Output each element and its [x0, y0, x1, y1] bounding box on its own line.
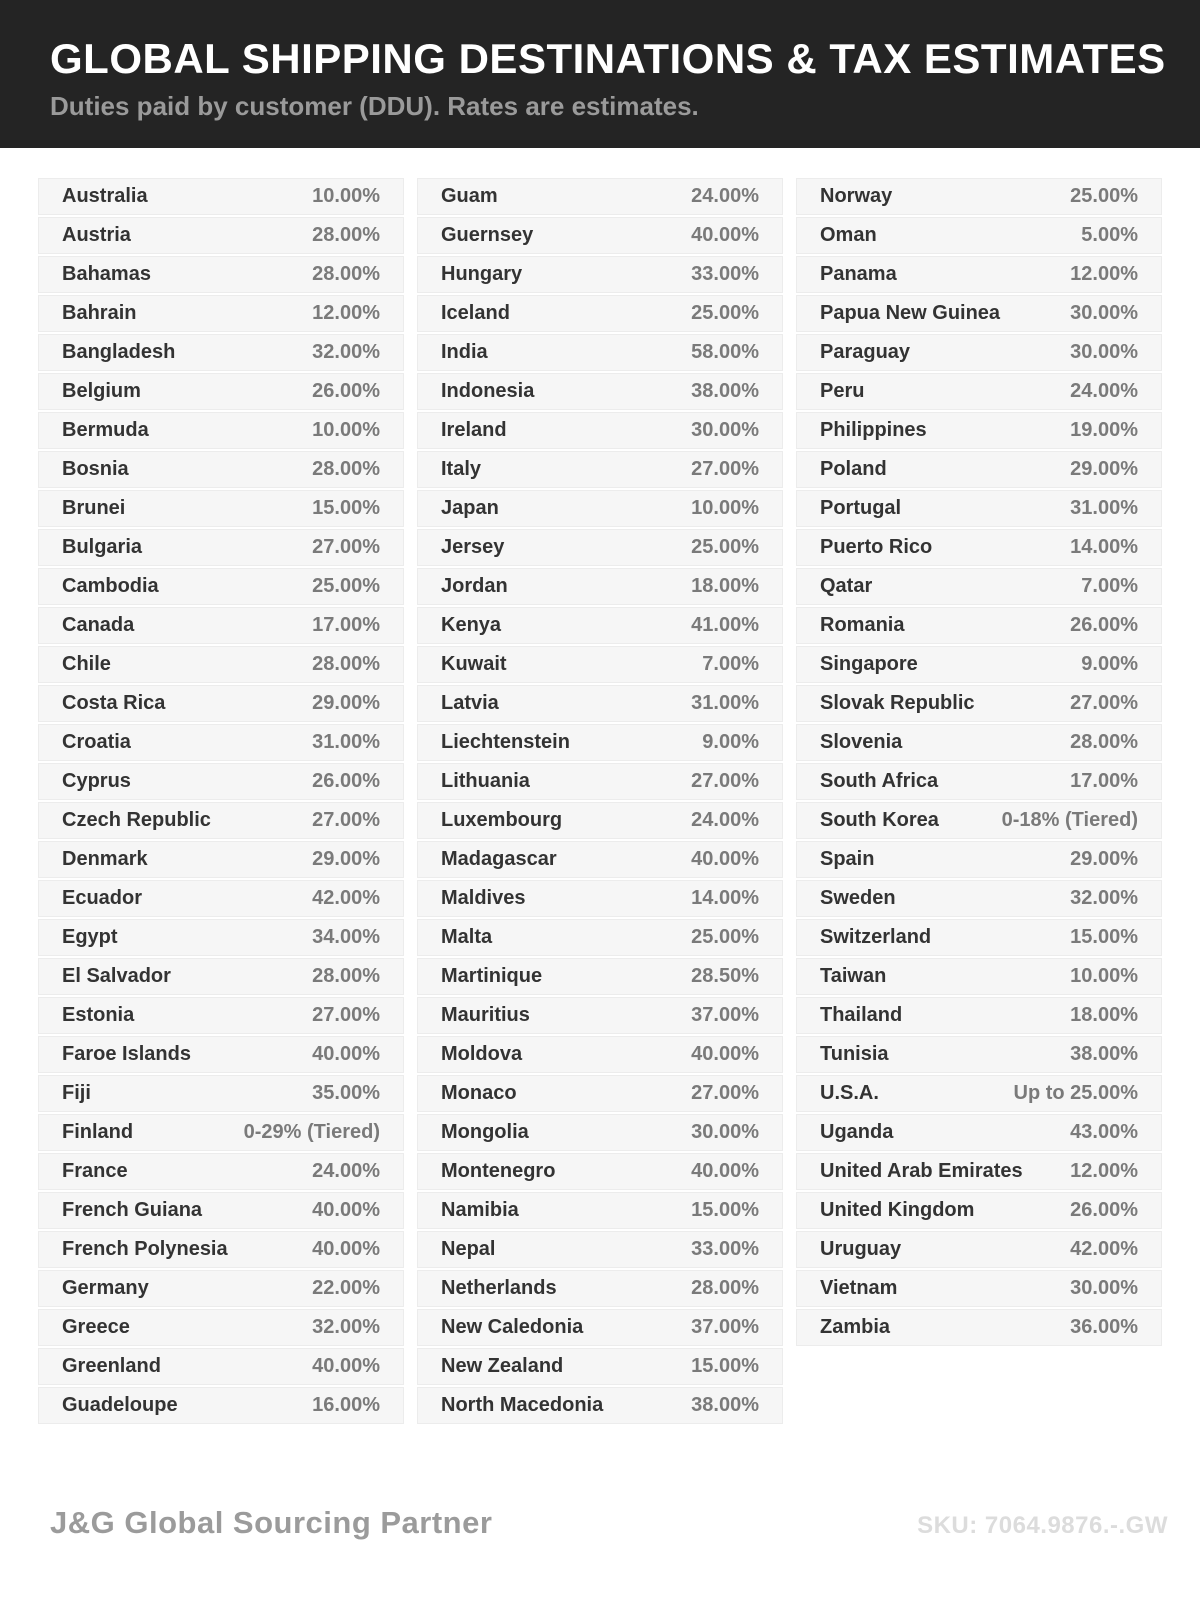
rate-value: 40.00% [691, 1160, 759, 1182]
country-label: Ireland [441, 419, 507, 441]
rate-value: 27.00% [691, 770, 759, 792]
country-label: Namibia [441, 1199, 519, 1221]
table-row [796, 685, 1162, 722]
country-label: Bulgaria [62, 536, 143, 558]
table-row [796, 1270, 1162, 1307]
table-row [417, 451, 783, 488]
table-row [796, 763, 1162, 800]
rate-value: 24.00% [691, 185, 759, 207]
table-row [38, 256, 404, 293]
rate-value: 26.00% [312, 770, 380, 792]
country-label: Malta [441, 926, 493, 948]
table-row [38, 646, 404, 683]
rate-value: Up to 25.00% [1013, 1082, 1138, 1104]
table-row [417, 295, 783, 332]
rate-value: 28.00% [312, 653, 380, 675]
rate-value: 27.00% [312, 536, 380, 558]
country-label: Costa Rica [62, 692, 166, 714]
country-label: Cyprus [62, 770, 131, 792]
table-row [417, 490, 783, 527]
country-label: Kuwait [441, 653, 507, 675]
table-row [38, 763, 404, 800]
country-label: Jordan [441, 575, 508, 597]
table-row [796, 724, 1162, 761]
rate-value: 30.00% [1070, 302, 1138, 324]
country-label: Philippines [820, 419, 927, 441]
rate-value: 29.00% [1070, 848, 1138, 870]
country-label: Moldova [441, 1043, 523, 1065]
table-row [38, 880, 404, 917]
rate-value: 27.00% [312, 809, 380, 831]
rate-column-3 [796, 178, 1162, 1348]
country-label: Guernsey [441, 224, 534, 246]
table-row [417, 919, 783, 956]
sku-label: SKU: 7064.9876.-.GW [917, 1512, 1168, 1539]
country-label: Paraguay [820, 341, 911, 363]
country-label: Jersey [441, 536, 505, 558]
country-label: Switzerland [820, 926, 932, 948]
rate-value: 12.00% [1070, 263, 1138, 285]
rate-value: 26.00% [1070, 1199, 1138, 1221]
footer [50, 1505, 1168, 1541]
rate-value: 29.00% [312, 848, 380, 870]
rate-value: 30.00% [1070, 1277, 1138, 1299]
country-label: Singapore [820, 653, 918, 675]
rate-value: 25.00% [691, 302, 759, 324]
country-label: Mauritius [441, 1004, 530, 1026]
rates-table [38, 178, 1162, 1426]
rate-value: 29.00% [312, 692, 380, 714]
rate-value: 24.00% [1070, 380, 1138, 402]
country-label: United Kingdom [820, 1199, 975, 1221]
rate-value: 25.00% [691, 536, 759, 558]
country-label: Indonesia [441, 380, 535, 402]
rate-value: 30.00% [691, 1121, 759, 1143]
country-label: Mongolia [441, 1121, 529, 1143]
rate-value: 28.00% [1070, 731, 1138, 753]
country-label: Croatia [62, 731, 131, 753]
country-label: United Arab Emirates [820, 1160, 1023, 1182]
country-label: Greece [62, 1316, 130, 1338]
table-row [38, 373, 404, 410]
country-label: Austria [62, 224, 131, 246]
table-row [417, 1036, 783, 1073]
table-row [417, 568, 783, 605]
table-row [796, 1075, 1162, 1112]
country-label: Taiwan [820, 965, 887, 987]
table-row [417, 724, 783, 761]
country-label: France [62, 1160, 128, 1182]
table-row [38, 1348, 404, 1385]
country-label: Kenya [441, 614, 502, 636]
rate-value: 10.00% [1070, 965, 1138, 987]
rate-value: 25.00% [691, 926, 759, 948]
rate-value: 12.00% [312, 302, 380, 324]
country-label: Bosnia [62, 458, 129, 480]
table-row [796, 1192, 1162, 1229]
country-label: Panama [820, 263, 897, 285]
table-row [417, 1153, 783, 1190]
rate-value: 34.00% [312, 926, 380, 948]
country-label: Estonia [62, 1004, 135, 1026]
table-row [38, 958, 404, 995]
table-row [417, 217, 783, 254]
rate-value: 40.00% [691, 224, 759, 246]
rate-value: 38.00% [691, 1394, 759, 1416]
rate-value: 30.00% [1070, 341, 1138, 363]
rate-value: 31.00% [1070, 497, 1138, 519]
table-row [38, 178, 404, 215]
table-row [796, 490, 1162, 527]
page-title: GLOBAL SHIPPING DESTINATIONS & TAX ESTIMATES [50, 35, 1166, 82]
table-row [417, 1309, 783, 1346]
table-row [38, 1036, 404, 1073]
rate-value: 35.00% [312, 1082, 380, 1104]
country-label: Egypt [62, 926, 118, 948]
table-row [38, 1153, 404, 1190]
rate-value: 18.00% [691, 575, 759, 597]
country-label: Nepal [441, 1238, 496, 1260]
rate-value: 40.00% [691, 1043, 759, 1065]
country-label: Bermuda [62, 419, 149, 441]
rate-value: 18.00% [1070, 1004, 1138, 1026]
country-label: South Africa [820, 770, 939, 792]
table-row [38, 997, 404, 1034]
table-row [796, 958, 1162, 995]
table-row [417, 685, 783, 722]
table-row [417, 646, 783, 683]
table-row [417, 256, 783, 293]
rate-value: 37.00% [691, 1316, 759, 1338]
rate-value: 37.00% [691, 1004, 759, 1026]
rate-value: 40.00% [312, 1043, 380, 1065]
rate-value: 30.00% [691, 419, 759, 441]
rate-value: 40.00% [312, 1238, 380, 1260]
country-label: Greenland [62, 1355, 161, 1377]
table-row [417, 178, 783, 215]
table-row [796, 802, 1162, 839]
country-label: Tunisia [820, 1043, 889, 1065]
table-row [796, 1036, 1162, 1073]
rate-value: 9.00% [1081, 653, 1138, 675]
country-label: Cambodia [62, 575, 159, 597]
country-label: Japan [441, 497, 499, 519]
country-label: Papua New Guinea [820, 302, 1001, 324]
table-row [796, 997, 1162, 1034]
header-banner [0, 0, 1200, 148]
table-row [796, 1153, 1162, 1190]
country-label: U.S.A. [820, 1082, 879, 1104]
country-label: French Guiana [62, 1199, 203, 1221]
rate-value: 7.00% [702, 653, 759, 675]
country-label: Hungary [441, 263, 523, 285]
country-label: Lithuania [441, 770, 530, 792]
country-label: Slovak Republic [820, 692, 975, 714]
table-row [417, 1075, 783, 1112]
country-label: Poland [820, 458, 887, 480]
country-label: Faroe Islands [62, 1043, 191, 1065]
country-label: Spain [820, 848, 875, 870]
rate-value: 36.00% [1070, 1316, 1138, 1338]
country-label: India [441, 341, 488, 363]
rate-value: 5.00% [1081, 224, 1138, 246]
country-label: Denmark [62, 848, 148, 870]
table-row [38, 1387, 404, 1424]
rate-value: 28.00% [691, 1277, 759, 1299]
rate-value: 58.00% [691, 341, 759, 363]
table-row [796, 451, 1162, 488]
table-row [417, 1231, 783, 1268]
country-label: Puerto Rico [820, 536, 933, 558]
country-label: Brunei [62, 497, 126, 519]
country-label: Uruguay [820, 1238, 902, 1260]
table-row [38, 724, 404, 761]
country-label: Guadeloupe [62, 1394, 178, 1416]
table-row [796, 1309, 1162, 1346]
country-label: Oman [820, 224, 877, 246]
table-row [796, 646, 1162, 683]
rate-value: 42.00% [312, 887, 380, 909]
country-label: Bangladesh [62, 341, 176, 363]
country-label: Bahrain [62, 302, 137, 324]
table-row [38, 1309, 404, 1346]
table-row [796, 217, 1162, 254]
table-row [796, 373, 1162, 410]
table-row [38, 919, 404, 956]
rate-value: 0-18% (Tiered) [1001, 809, 1138, 831]
country-label: Czech Republic [62, 809, 211, 831]
table-row [38, 1231, 404, 1268]
table-row [796, 529, 1162, 566]
table-row [38, 1270, 404, 1307]
rate-value: 12.00% [1070, 1160, 1138, 1182]
rate-value: 15.00% [691, 1199, 759, 1221]
rate-value: 28.50% [691, 965, 759, 987]
rate-column-2 [417, 178, 783, 1426]
country-label: Luxembourg [441, 809, 563, 831]
rate-value: 31.00% [312, 731, 380, 753]
rate-value: 27.00% [691, 1082, 759, 1104]
country-label: Vietnam [820, 1277, 898, 1299]
table-row [417, 997, 783, 1034]
rate-value: 33.00% [691, 1238, 759, 1260]
table-row [796, 607, 1162, 644]
rate-value: 9.00% [702, 731, 759, 753]
country-label: Romania [820, 614, 905, 636]
rate-value: 41.00% [691, 614, 759, 636]
country-label: South Korea [820, 809, 939, 831]
table-row [38, 295, 404, 332]
rate-value: 15.00% [312, 497, 380, 519]
table-row [38, 1114, 404, 1151]
rate-value: 10.00% [691, 497, 759, 519]
country-label: Chile [62, 653, 111, 675]
rate-value: 27.00% [312, 1004, 380, 1026]
table-row [796, 841, 1162, 878]
rate-value: 15.00% [691, 1355, 759, 1377]
rate-value: 10.00% [312, 185, 380, 207]
rate-value: 28.00% [312, 458, 380, 480]
country-label: Uganda [820, 1121, 894, 1143]
rate-value: 24.00% [691, 809, 759, 831]
rate-value: 17.00% [1070, 770, 1138, 792]
rate-value: 22.00% [312, 1277, 380, 1299]
country-label: Norway [820, 185, 893, 207]
country-label: Italy [441, 458, 482, 480]
rate-value: 32.00% [1070, 887, 1138, 909]
table-row [796, 880, 1162, 917]
rate-value: 17.00% [312, 614, 380, 636]
table-row [796, 919, 1162, 956]
country-label: New Zealand [441, 1355, 564, 1377]
rate-value: 31.00% [691, 692, 759, 714]
rate-value: 33.00% [691, 263, 759, 285]
country-label: Guam [441, 185, 498, 207]
rate-value: 24.00% [312, 1160, 380, 1182]
country-label: Fiji [62, 1082, 91, 1104]
country-label: Maldives [441, 887, 526, 909]
page-subtitle: Duties paid by customer (DDU). Rates are estimates. [50, 91, 699, 122]
rate-value: 26.00% [312, 380, 380, 402]
table-row [796, 568, 1162, 605]
rate-value: 32.00% [312, 1316, 380, 1338]
rate-value: 14.00% [691, 887, 759, 909]
table-row [38, 685, 404, 722]
country-label: Qatar [820, 575, 873, 597]
table-row [417, 1387, 783, 1424]
rate-value: 15.00% [1070, 926, 1138, 948]
table-row [796, 1114, 1162, 1151]
country-label: French Polynesia [62, 1238, 228, 1260]
table-row [38, 568, 404, 605]
brand-name: J&G Global Sourcing Partner [50, 1505, 493, 1540]
country-label: El Salvador [62, 965, 171, 987]
rate-value: 28.00% [312, 224, 380, 246]
table-row [38, 217, 404, 254]
rate-value: 38.00% [691, 380, 759, 402]
rate-value: 16.00% [312, 1394, 380, 1416]
country-label: Finland [62, 1121, 134, 1143]
table-row [38, 802, 404, 839]
country-label: Netherlands [441, 1277, 557, 1299]
rate-value: 14.00% [1070, 536, 1138, 558]
table-row [38, 451, 404, 488]
rate-value: 32.00% [312, 341, 380, 363]
country-label: Australia [62, 185, 148, 207]
rate-value: 25.00% [312, 575, 380, 597]
country-label: Sweden [820, 887, 896, 909]
country-label: Monaco [441, 1082, 517, 1104]
table-row [417, 412, 783, 449]
country-label: Madagascar [441, 848, 557, 870]
table-row [417, 1114, 783, 1151]
country-label: Ecuador [62, 887, 143, 909]
country-label: New Caledonia [441, 1316, 584, 1338]
country-label: Montenegro [441, 1160, 556, 1182]
table-row [796, 295, 1162, 332]
country-label: Zambia [820, 1316, 891, 1338]
rate-value: 40.00% [312, 1199, 380, 1221]
table-row [417, 880, 783, 917]
table-row [796, 1231, 1162, 1268]
rate-value: 19.00% [1070, 419, 1138, 441]
table-row [38, 412, 404, 449]
rate-value: 0-29% (Tiered) [243, 1121, 380, 1143]
country-label: Canada [62, 614, 135, 636]
country-label: Germany [62, 1277, 149, 1299]
country-label: Peru [820, 380, 865, 402]
table-row [417, 763, 783, 800]
rate-value: 25.00% [1070, 185, 1138, 207]
table-row [38, 1192, 404, 1229]
table-row [417, 334, 783, 371]
country-label: Liechtenstein [441, 731, 570, 753]
country-label: Belgium [62, 380, 141, 402]
table-row [38, 841, 404, 878]
table-row [417, 841, 783, 878]
table-row [796, 178, 1162, 215]
table-row [38, 334, 404, 371]
table-row [417, 373, 783, 410]
rate-value: 27.00% [1070, 692, 1138, 714]
table-row [417, 529, 783, 566]
table-row [796, 256, 1162, 293]
country-label: Iceland [441, 302, 510, 324]
country-label: Martinique [441, 965, 543, 987]
table-row [796, 334, 1162, 371]
rate-value: 28.00% [312, 965, 380, 987]
rate-value: 27.00% [691, 458, 759, 480]
rate-value: 38.00% [1070, 1043, 1138, 1065]
rate-value: 40.00% [691, 848, 759, 870]
country-label: Portugal [820, 497, 902, 519]
table-row [417, 1192, 783, 1229]
rate-value: 42.00% [1070, 1238, 1138, 1260]
table-row [417, 958, 783, 995]
table-row [38, 607, 404, 644]
rate-value: 29.00% [1070, 458, 1138, 480]
table-row [38, 1075, 404, 1112]
table-row [417, 1348, 783, 1385]
rate-value: 7.00% [1081, 575, 1138, 597]
rate-value: 40.00% [312, 1355, 380, 1377]
rate-value: 26.00% [1070, 614, 1138, 636]
table-row [796, 412, 1162, 449]
country-label: North Macedonia [441, 1394, 604, 1416]
table-row [38, 490, 404, 527]
table-row [417, 607, 783, 644]
rate-value: 43.00% [1070, 1121, 1138, 1143]
rate-column-1 [38, 178, 404, 1426]
country-label: Thailand [820, 1004, 903, 1026]
table-row [417, 802, 783, 839]
country-label: Latvia [441, 692, 499, 714]
table-row [38, 529, 404, 566]
country-label: Bahamas [62, 263, 151, 285]
rate-value: 28.00% [312, 263, 380, 285]
country-label: Slovenia [820, 731, 903, 753]
table-row [417, 1270, 783, 1307]
rate-value: 10.00% [312, 419, 380, 441]
